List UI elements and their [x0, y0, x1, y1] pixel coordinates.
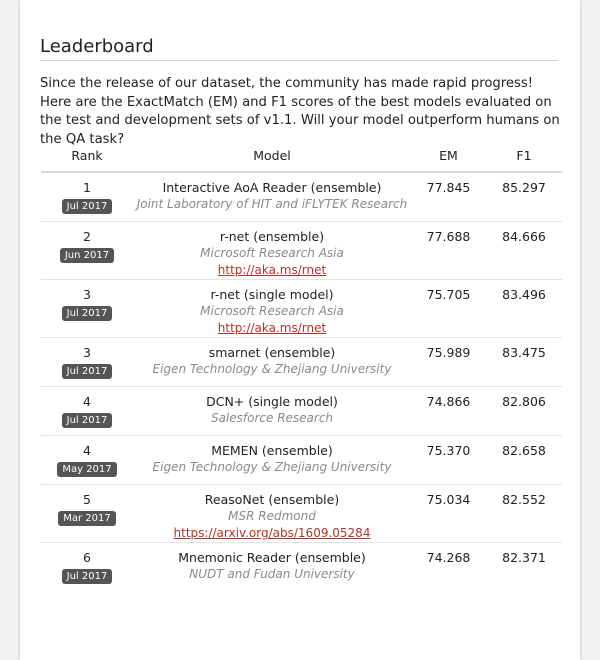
leaderboard-table	[41, 140, 562, 591]
table-row	[41, 172, 562, 222]
table-row	[41, 485, 562, 543]
em-score-cell	[411, 485, 486, 543]
model-cell	[133, 543, 411, 592]
table-row	[41, 436, 562, 485]
date-badge: Jun 2017	[60, 248, 114, 263]
model-cell	[133, 436, 411, 485]
em-score: 74.268	[426, 550, 471, 565]
model-paper-link[interactable]: https://arxiv.org/abs/1609.05284	[173, 526, 371, 540]
em-score-cell	[411, 280, 486, 338]
model-cell	[133, 387, 411, 436]
rank-number: 6	[83, 550, 91, 565]
em-score: 77.845	[426, 180, 471, 195]
column-header-model: Model	[133, 140, 411, 172]
leaderboard-description: Since the release of our dataset, the community has made rapid progress! Here are the ExactMatch (EM) and F1 scores of the best models evaluated on the test and development sets of v1.1. Will your model outperform humans on the QA task?	[40, 76, 560, 147]
model-institution: NUDT and Fudan University	[189, 567, 355, 581]
model-name: r-net (single model)	[210, 287, 334, 302]
f1-score: 82.552	[502, 492, 546, 507]
f1-score-cell	[486, 222, 562, 280]
em-score: 74.866	[426, 394, 471, 409]
date-badge: Jul 2017	[62, 413, 113, 428]
f1-score-cell	[486, 485, 562, 543]
rank-number: 4	[83, 443, 91, 458]
rank-cell	[41, 222, 133, 280]
model-cell	[133, 338, 411, 387]
leaderboard-rows	[41, 172, 562, 591]
model-name: Interactive AoA Reader (ensemble)	[162, 180, 382, 195]
date-badge: Jul 2017	[62, 364, 113, 379]
em-score: 75.034	[426, 492, 471, 507]
model-paper-link[interactable]: http://aka.ms/rnet	[217, 263, 327, 277]
title-divider	[40, 60, 558, 61]
model-institution: Microsoft Research Asia	[200, 304, 344, 318]
model-cell	[133, 280, 411, 338]
model-institution: Microsoft Research Asia	[200, 246, 344, 260]
model-institution: Eigen Technology & Zhejiang University	[152, 460, 392, 474]
rank-cell	[41, 338, 133, 387]
date-badge: Jul 2017	[62, 306, 113, 321]
em-score: 75.370	[426, 443, 471, 458]
table-row	[41, 280, 562, 338]
f1-score-cell	[486, 338, 562, 387]
em-score: 75.989	[426, 345, 471, 360]
model-institution: Salesforce Research	[210, 411, 334, 425]
f1-score: 84.666	[502, 229, 546, 244]
column-header-em: EM	[411, 140, 486, 172]
em-score: 77.688	[426, 229, 471, 244]
em-score-cell	[411, 338, 486, 387]
em-score-cell	[411, 543, 486, 592]
table-header-row	[41, 140, 562, 172]
leaderboard-card	[20, 0, 580, 660]
em-score-cell	[411, 222, 486, 280]
table-row	[41, 222, 562, 280]
date-badge: Jul 2017	[62, 569, 113, 584]
model-cell	[133, 172, 411, 222]
model-name: Mnemonic Reader (ensemble)	[178, 550, 366, 565]
model-name: r-net (ensemble)	[219, 229, 325, 244]
f1-score: 82.806	[502, 394, 546, 409]
model-name: ReasoNet (ensemble)	[204, 492, 340, 507]
rank-cell	[41, 436, 133, 485]
model-institution: MSR Redmond	[228, 509, 316, 523]
model-name: smarnet (ensemble)	[208, 345, 336, 360]
column-header-f1: F1	[486, 140, 562, 172]
table-row	[41, 543, 562, 592]
rank-cell	[41, 387, 133, 436]
model-cell	[133, 485, 411, 543]
rank-cell	[41, 543, 133, 592]
model-institution: Eigen Technology & Zhejiang University	[152, 362, 392, 376]
date-badge: Mar 2017	[58, 511, 116, 526]
rank-cell	[41, 172, 133, 222]
model-paper-link[interactable]: http://aka.ms/rnet	[217, 321, 327, 335]
f1-score: 82.658	[502, 443, 546, 458]
f1-score-cell	[486, 387, 562, 436]
rank-cell	[41, 485, 133, 543]
rank-number: 3	[83, 345, 91, 360]
rank-number: 1	[83, 180, 91, 195]
f1-score-cell	[486, 172, 562, 222]
model-cell	[133, 222, 411, 280]
f1-score: 83.475	[502, 345, 546, 360]
f1-score-cell	[486, 280, 562, 338]
column-header-rank: Rank	[41, 140, 133, 172]
rank-number: 3	[83, 287, 91, 302]
em-score-cell	[411, 387, 486, 436]
f1-score: 83.496	[502, 287, 546, 302]
model-name: DCN+ (single model)	[206, 394, 338, 409]
rank-cell	[41, 280, 133, 338]
model-institution: Joint Laboratory of HIT and iFLYTEK Research	[136, 197, 408, 211]
em-score: 75.705	[426, 287, 471, 302]
f1-score: 85.297	[502, 180, 546, 195]
table-row	[41, 338, 562, 387]
leaderboard-title: Leaderboard	[40, 36, 154, 57]
em-score-cell	[411, 172, 486, 222]
f1-score-cell	[486, 436, 562, 485]
f1-score: 82.371	[502, 550, 546, 565]
rank-number: 4	[83, 394, 91, 409]
date-badge: Jul 2017	[62, 199, 113, 214]
rank-number: 2	[83, 229, 91, 244]
f1-score-cell	[486, 543, 562, 592]
em-score-cell	[411, 436, 486, 485]
date-badge: May 2017	[57, 462, 116, 477]
model-name: MEMEN (ensemble)	[211, 443, 333, 458]
rank-number: 5	[83, 492, 91, 507]
table-row	[41, 387, 562, 436]
